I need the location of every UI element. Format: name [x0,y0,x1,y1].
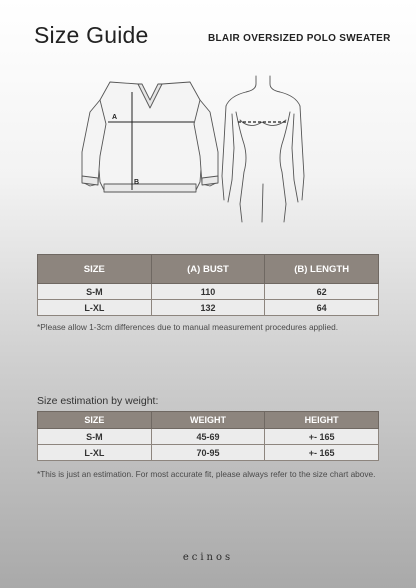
table-row [38,300,379,316]
table-row [38,445,379,461]
measurement-note: *Please allow 1-3cm differences due to manual measurement procedures applied. [37,322,339,332]
brand-logo: ecinos [182,552,234,563]
weight-estimation-table [37,411,379,461]
cell-length: 62 [265,284,379,300]
bust-label: A [112,114,118,121]
table-header-row [38,412,379,429]
sweater-sketch [82,82,218,192]
col-header-height: HEIGHT [265,412,379,429]
col-header-weight: WEIGHT [151,412,265,429]
cell-height: +- 165 [265,429,379,445]
page-title: Size Guide [34,22,149,48]
col-header-size: SIZE [38,412,152,429]
mannequin-sketch [222,76,304,222]
cell-size: S-M [38,284,152,300]
garment-illustration [78,72,318,232]
cell-length: 64 [265,300,379,316]
cell-size: S-M [38,429,152,445]
cell-weight: 45-69 [151,429,265,445]
product-name: BLAIR OVERSIZED POLO SWEATER [208,33,391,44]
table-row [38,284,379,300]
table-header-row [38,255,379,284]
weight-section-title: Size estimation by weight: [37,395,159,407]
cell-height: +- 165 [265,445,379,461]
col-header-bust: (A) BUST [151,255,265,284]
col-header-size: SIZE [38,255,152,284]
cell-bust: 132 [151,300,265,316]
table-row [38,429,379,445]
cell-weight: 70-95 [151,445,265,461]
cell-size: L-XL [38,445,152,461]
estimation-note: *This is just an estimation. For most accurate fit, please always refer to the size chart above. [37,469,376,479]
size-chart-table [37,254,379,316]
cell-bust: 110 [151,284,265,300]
cell-size: L-XL [38,300,152,316]
col-header-length: (B) LENGTH [265,255,379,284]
length-label: B [134,179,140,186]
